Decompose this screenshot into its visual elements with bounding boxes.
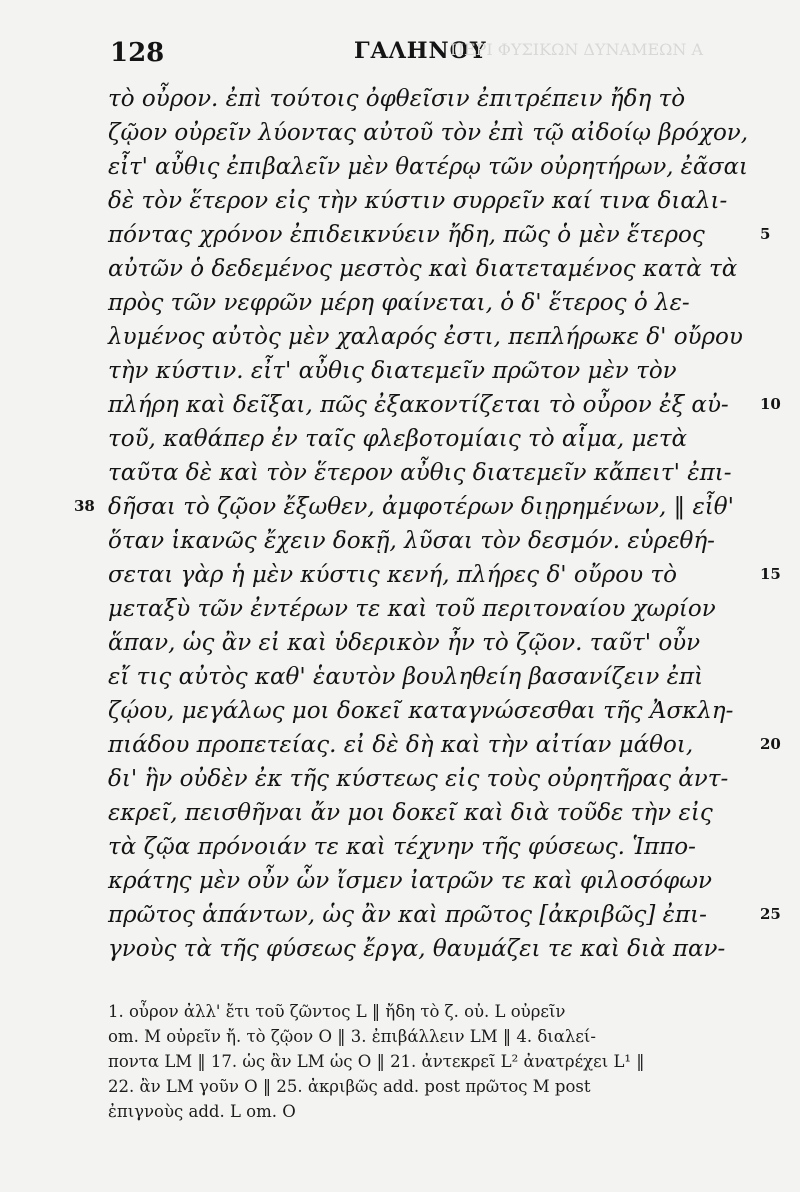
apparatus-line: 1. οὖρον ἀλλ' ἔτι τοῦ ζῶντος L ‖ ἤδη τὸ ζ. οὐ. L οὐρεῖν	[108, 1002, 566, 1021]
line-number-25: 25	[760, 905, 781, 923]
text-line: ἅπαν, ὡς ἂν εἰ καὶ ὑδερικὸν ἦν τὸ ζῷον. ταῦτ' οὖν	[108, 630, 701, 656]
apparatus-line: 22. ἂν LM γοῦν O ‖ 25. ἀκριβῶς add. post πρῶτος M post	[108, 1077, 591, 1096]
apparatus-line: om. M οὐρεῖν ἤ. τὸ ζῷον O ‖ 3. ἐπιβάλλειν LM ‖ 4. διαλεί-	[108, 1027, 596, 1046]
text-line: κράτης μὲν οὖν ὧν ἴσμεν ἰατρῶν τε καὶ φιλοσόφων	[108, 868, 712, 894]
line-number-20: 20	[760, 735, 781, 753]
text-line: πόντας χρόνον ἐπιδεικνύειν ἤδη, πῶς ὁ μὲν ἕτερος	[108, 222, 705, 248]
text-line: πλήρη καὶ δεῖξαι, πῶς ἐξακοντίζεται τὸ οὖρον ἐξ αὐ-	[108, 392, 729, 418]
line-number-15: 15	[760, 565, 781, 583]
text-line: πιάδου προπετείας. εἰ δὲ δὴ καὶ τὴν αἰτίαν μάθοι,	[108, 732, 694, 758]
edition-page-marker: 38	[74, 497, 95, 515]
text-line: εἶτ' αὖθις ἐπιβαλεῖν μὲν θατέρῳ τῶν οὐρητήρων, ἐᾶσαι	[108, 154, 748, 180]
text-line: εἴ τις αὐτὸς καθ' ἑαυτὸν βουληθείη βασανίζειν ἐπὶ	[108, 664, 704, 690]
line-number-5: 5	[760, 225, 771, 243]
text-line: μεταξὺ τῶν ἐντέρων τε καὶ τοῦ περιτοναίου χωρίον	[108, 596, 716, 622]
text-line: τὴν κύστιν. εἶτ' αὖθις διατεμεῖν πρῶτον μὲν τὸν	[108, 358, 677, 384]
text-line: τοῦ, καθάπερ ἐν ταῖς φλεβοτομίαις τὸ αἷμα, μετὰ	[108, 426, 688, 452]
text-line: ταῦτα δὲ καὶ τὸν ἕτερον αὖθις διατεμεῖν κἄπειτ' ἐπι-	[108, 460, 732, 486]
text-line: ζῴου, μεγάλως μοι δοκεῖ καταγνώσεσθαι τῆς Ἀσκλη-	[108, 698, 734, 724]
text-line: δὲ τὸν ἕτερον εἰς τὴν κύστιν συρρεῖν καί τινα διαλι-	[108, 188, 728, 214]
line-number-10: 10	[760, 395, 781, 413]
text-line: πρὸς τῶν νεφρῶν μέρη φαίνεται, ὁ δ' ἕτερος ὁ λε-	[108, 290, 690, 316]
text-line: αὐτῶν ὁ δεδεμένος μεστὸς καὶ διατεταμένος κατὰ τὰ	[108, 256, 738, 282]
text-line: τὸ οὖρον. ἐπὶ τούτοις ὀφθεῖσιν ἐπιτρέπειν ἤδη τὸ	[108, 86, 686, 112]
text-line: δι' ἣν οὐδὲν ἐκ τῆς κύστεως εἰς τοὺς οὐρητῆρας ἀντ-	[108, 766, 729, 792]
apparatus-line: ποντα LM ‖ 17. ὡς ἂν LM ὡς O ‖ 21. ἀντεκρεῖ L² ἀνατρέχει L¹ ‖	[108, 1052, 645, 1071]
text-line: δῆσαι τὸ ζῷον ἔξωθεν, ἀμφοτέρων διῃρημένων, ‖ εἶθ'	[108, 494, 734, 520]
running-head: ΓΑΛΗΝΟΥ	[354, 38, 487, 64]
page-number: 128	[110, 38, 165, 68]
text-line: πρῶτος ἁπάντων, ὡς ἂν καὶ πρῶτος [ἀκριβῶς] ἐπι-	[108, 902, 707, 928]
bleed-through-text: ΠΕΡΙ ΦΥΣΙΚΩΝ ΔΥΝΑΜΕΩΝ Α	[450, 40, 704, 59]
text-line: λυμένος αὐτὸς μὲν χαλαρός ἐστι, πεπλήρωκε δ' οὔρου	[108, 324, 743, 350]
text-line: σεται γὰρ ἡ μὲν κύστις κενή, πλήρες δ' οὔρου τὸ	[108, 562, 677, 588]
text-line: εκρεῖ, πεισθῆναι ἄν μοι δοκεῖ καὶ διὰ τοῦδε τὴν εἰς	[108, 800, 713, 826]
text-line: ὅταν ἱκανῶς ἔχειν δοκῇ, λῦσαι τὸν δεσμόν. εὑρεθή-	[108, 528, 715, 554]
apparatus-line: ἐπιγνοὺς add. L om. O	[108, 1102, 296, 1121]
text-line: τὰ ζῷα πρόνοιάν τε καὶ τέχνην τῆς φύσεως. Ἱππο-	[108, 834, 696, 860]
text-line: γνοὺς τὰ τῆς φύσεως ἔργα, θαυμάζει τε καὶ διὰ παν-	[108, 936, 726, 962]
text-line: ζῷον οὐρεῖν λύοντας αὐτοῦ τὸν ἐπὶ τῷ αἰδοίῳ βρόχον,	[108, 120, 749, 146]
